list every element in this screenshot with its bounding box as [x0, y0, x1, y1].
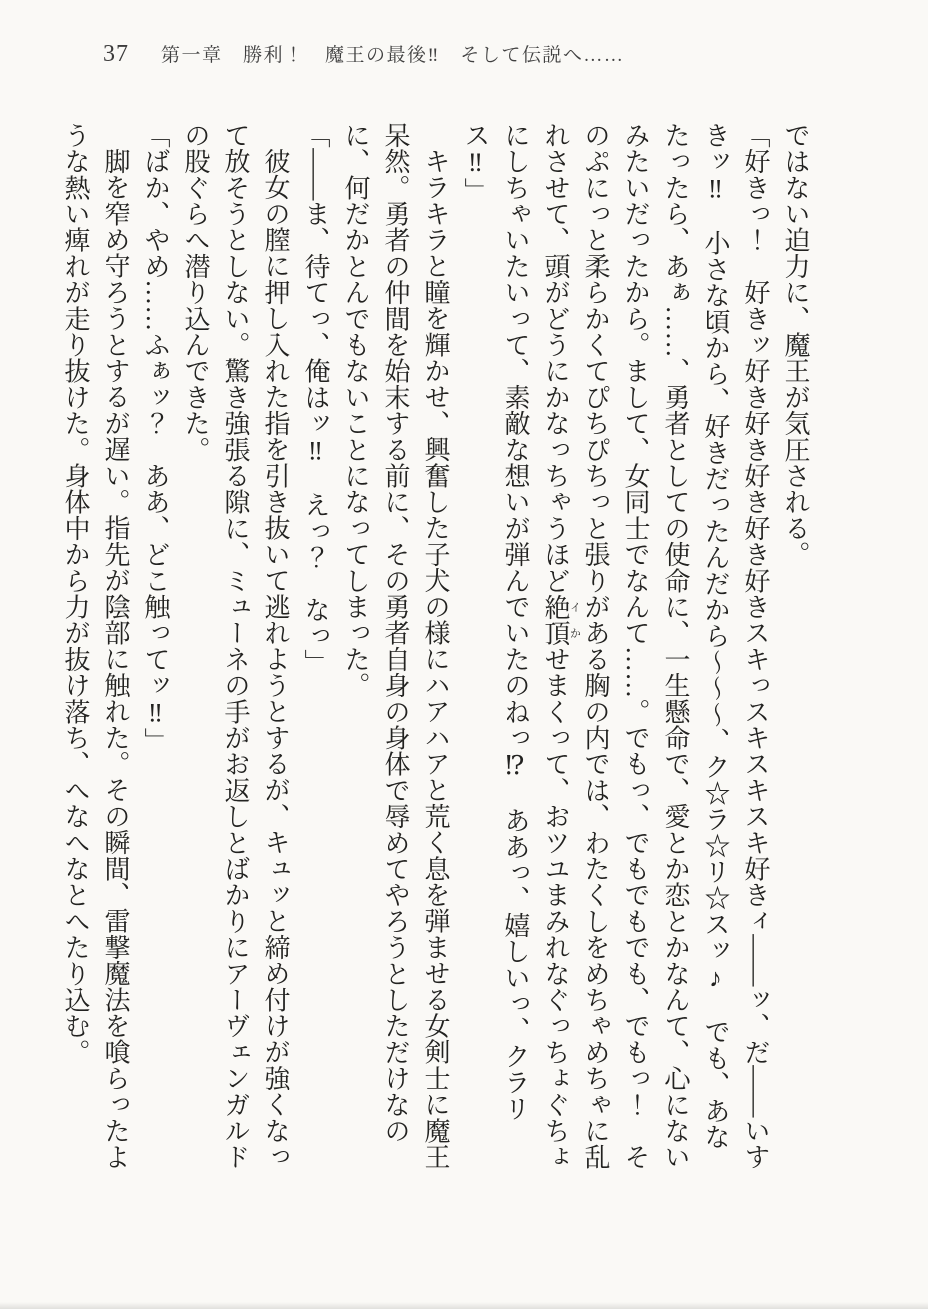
page-number: 37 [103, 41, 129, 67]
ruby-annotation [541, 593, 581, 647]
ruby-text: イか [568, 593, 581, 646]
paragraph-narration: ではない迫力に、魔王が気圧される。 [781, 122, 810, 568]
paragraph-text-post: せまくって、おツユまみれなぐっちょぐちょにしちゃいたいって、素敵な想いが弾んでいたのねっ⁉ ああっ、嬉しいっ、クラリス‼」 [461, 122, 570, 1171]
paragraph-dialogue-confession [455, 122, 775, 1174]
body-text [61, 122, 815, 1174]
paragraph-dialogue: 「ばか、やめ……ふぁッ？ ああ、どこ触ってッ‼」 [141, 122, 170, 754]
paragraph-narration: キラキラと瞳を輝かせ、興奮した子犬の様にハアハアと荒く息を弾ませる女剣士に魔王呆然。勇者の仲間を始末する前に、その勇者自身の身体で辱めてやろうとしただけなのに、何だかとんでもないことになってしまった。 [341, 122, 450, 1170]
ruby-base: 絶頂 [541, 593, 570, 647]
paragraph-narration: 脚を窄め守ろうとするが遅い。指先が陰部に触れた。その瞬間、雷撃魔法を喰らったような熱い痺れが走り抜けた。身体中から力が抜け落ち、へなへなとへたり込む。 [61, 122, 130, 1170]
paragraph-narration: 彼女の膣に押し入れた指を引き抜いて逃れようとするが、キュッと締め付けが強くなって放そうとしない。驚き強張る隙に、ミューネの手がお返しとばかりにアーヴェンガルドの股ぐらへ潜り込んできた。 [181, 122, 290, 1170]
chapter-title: 第一章 勝利！ 魔王の最後‼ そして伝説へ…… [161, 45, 625, 66]
running-header [103, 40, 624, 68]
paragraph-dialogue: 「――ま、待てっ、俺はッ‼ えっ？ なっ」 [301, 122, 330, 676]
paragraph-text-pre: 「好きっ！ 好きッ好き好き好き好き好きスキっスキスキスキ好きィ――ッ、だ――いすきッ‼ 小さな頃から、好きだったんだから～～～、ク☆ラ☆リ☆スッ♪ でも、あなたったら、あぁ……、勇者としての使命に、一生懸命で、愛とか恋とかなんて、心にないみたいだったから。まして、女同士でなんて……。でもっ、でもでもでも、でもっ！ そのぷにっと柔らかくてぴちぴちっと張りがある胸の内では、わたくしをめちゃめちゃに乱れさせて、頭がどうにかなっちゃうほど [541, 122, 770, 1170]
